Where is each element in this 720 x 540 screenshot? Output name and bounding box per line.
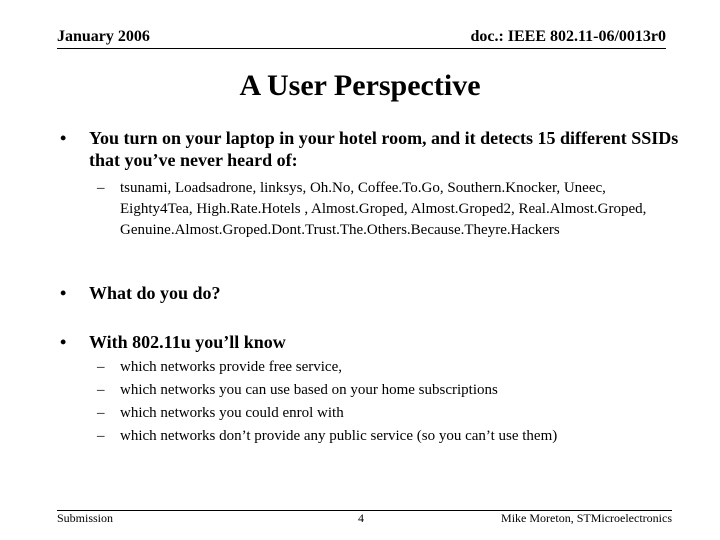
dash-marker: – — [97, 382, 105, 398]
slide-title: A User Perspective — [239, 69, 481, 102]
header-doc-id: doc.: IEEE 802.11-06/0013r0 — [470, 28, 666, 45]
bullet-3 — [60, 331, 680, 353]
bullet-marker: • — [60, 128, 67, 148]
ssid-list: tsunami, Loadsadrone, linksys, Oh.No, Coffee.To.Go, Southern.Knocker, Uneec, Eighty4Tea, High.Rate.Hotels , Almost.Groped, Almost.Groped2, Real.Almost.Groped, Genuine.Almost.Groped.Dont.Trust.The.Others.Because.Theyre.Hackers — [120, 180, 647, 238]
list-item-text: which networks provide free service, — [120, 359, 342, 375]
bullet-1 — [60, 127, 680, 171]
bullet-2-text: What do you do? — [89, 283, 221, 303]
dash-marker: – — [97, 359, 105, 375]
bullet-3-text: With 802.11u you’ll know — [89, 332, 286, 352]
header-divider — [57, 48, 666, 49]
bullet-marker: • — [60, 332, 67, 352]
bullet-1-text: You turn on your laptop in your hotel room, and it detects 15 different SSIDs that you’ve never heard of: — [89, 128, 679, 170]
list-item-text: which networks you can use based on your home subscriptions — [120, 382, 498, 398]
dash-marker: – — [97, 180, 105, 196]
footer-submission: Submission — [57, 511, 114, 525]
list-item — [97, 402, 680, 425]
dash-marker: – — [97, 428, 105, 444]
list-item-text: which networks don’t provide any public service (so you can’t use them) — [120, 428, 558, 444]
header-date: January 2006 — [57, 28, 150, 45]
list-item — [97, 425, 680, 448]
dash-marker: – — [97, 405, 105, 421]
bullet-3-sublist — [97, 356, 680, 448]
list-item-text: which networks you could enrol with — [120, 405, 344, 421]
bullet-marker: • — [60, 283, 67, 303]
bullet-2 — [60, 282, 680, 304]
list-item — [97, 379, 680, 402]
page-number: 4 — [358, 511, 364, 525]
bullet-1-sub — [97, 178, 680, 241]
list-item — [97, 356, 680, 379]
footer-author: Mike Moreton, STMicroelectronics — [501, 511, 672, 525]
